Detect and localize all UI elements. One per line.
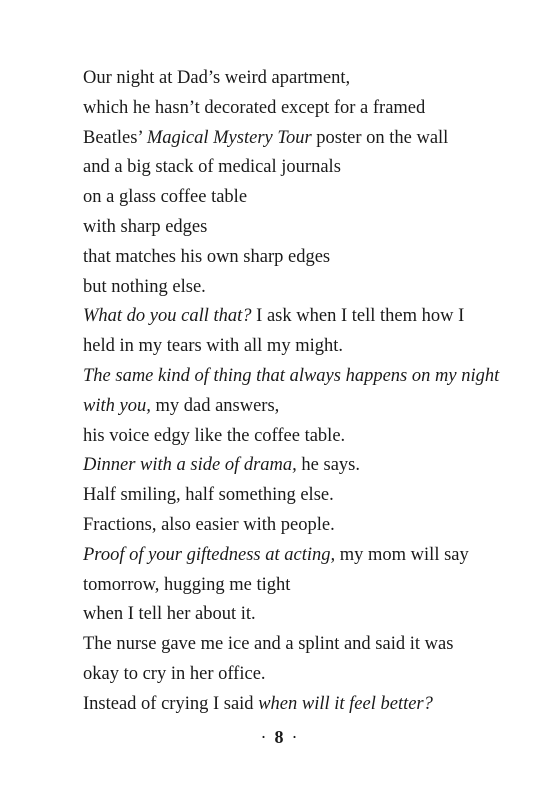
text-line (83, 362, 523, 392)
text-line (83, 600, 523, 630)
text-segment: Instead of crying I said (83, 693, 259, 714)
text-segment: Our night at Dad’s weird apartment, (83, 68, 351, 88)
italic-text-segment: Magical Mystery Tour (146, 127, 312, 148)
text-line (83, 392, 523, 422)
text-line (83, 571, 523, 601)
text-line (83, 124, 523, 154)
text-segment: okay to cry in her office. (83, 663, 266, 684)
text-segment: when I tell her about it. (83, 604, 256, 625)
footer-ornament-left: · (260, 727, 269, 747)
text-segment: Fractions, also easier with people. (83, 514, 335, 535)
text-line (83, 541, 523, 571)
text-segment: Half smiling, half something else. (83, 485, 334, 506)
page-footer (0, 727, 560, 748)
text-segment: I ask when I tell them how I (251, 306, 465, 327)
text-segment: my dad answers, (150, 395, 280, 416)
text-segment: which he hasn’t decorated except for a framed (83, 97, 426, 118)
text-segment: tomorrow, hugging me tight (83, 574, 291, 595)
italic-text-segment: What do you call that? (83, 306, 252, 327)
text-line (83, 481, 523, 511)
text-segment: held in my tears with all my might. (83, 336, 343, 357)
text-line (83, 213, 523, 243)
text-line (83, 243, 523, 273)
text-segment: poster on the wall (311, 127, 449, 148)
poem-text-block (83, 64, 523, 720)
italic-text-segment: Proof of your giftedness at acting, (83, 544, 336, 565)
text-segment: his voice edgy like the coffee table. (83, 425, 346, 446)
text-line (83, 660, 523, 690)
text-segment: but nothing else. (83, 276, 206, 297)
page-number: 8 (274, 727, 286, 747)
text-segment: and a big stack of medical journals (83, 157, 341, 178)
italic-text-segment: when will it feel better? (258, 693, 433, 714)
text-line (83, 690, 523, 720)
text-line (83, 64, 523, 94)
text-line (83, 183, 523, 213)
text-line (83, 630, 523, 660)
italic-text-segment: Dinner with a side of drama, (83, 455, 297, 476)
text-line (83, 451, 523, 481)
text-segment: my mom will say (335, 544, 469, 565)
text-segment: with sharp edges (83, 216, 208, 237)
text-segment: that matches his own sharp edges (83, 246, 331, 267)
text-line (83, 153, 523, 183)
italic-text-segment: with you, (83, 395, 151, 416)
text-line (83, 273, 523, 303)
text-segment: he says. (296, 455, 360, 476)
text-segment: on a glass coffee table (83, 187, 248, 208)
footer-ornament-right: · (291, 727, 300, 747)
text-line (83, 94, 523, 124)
text-segment: The nurse gave me ice and a splint and said it was (83, 634, 454, 655)
italic-text-segment: The same kind of thing that always happens on my night (83, 365, 500, 386)
text-segment: Beatles’ (83, 127, 147, 148)
text-line (83, 332, 523, 362)
text-line (83, 422, 523, 452)
text-line (83, 302, 523, 332)
text-line (83, 511, 523, 541)
